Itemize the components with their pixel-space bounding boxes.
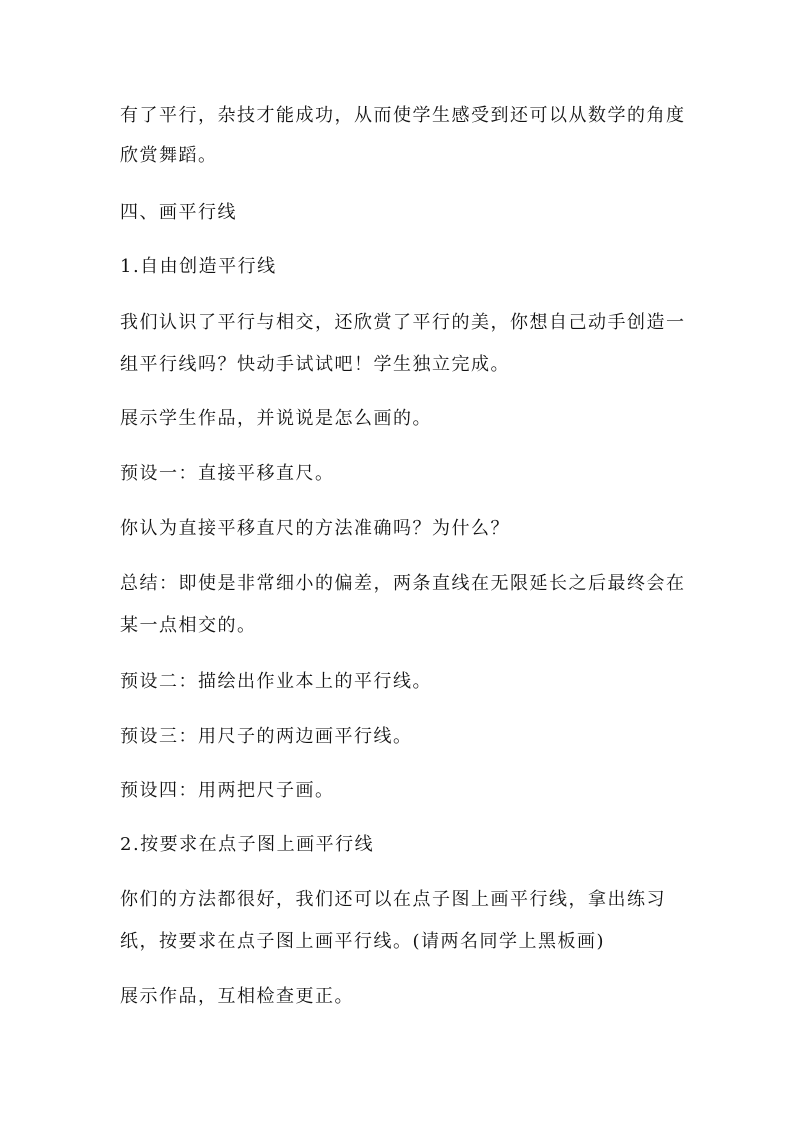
paragraph-line: 你们的方法都很好，我们还可以在点子图上画平行线，拿出练习 xyxy=(120,889,666,910)
paragraph-line: 我们认识了平行与相交，还欣赏了平行的美，你想自己动手创造一 xyxy=(120,312,686,333)
paragraph-line: 纸，按要求在点子图上画平行线。(请两名同学上黑板画) xyxy=(120,931,606,952)
paragraph-line: 预设四：用两把尺子画。 xyxy=(120,780,335,801)
paragraph-line: 预设三：用尺子的两边画平行线。 xyxy=(120,726,413,747)
paragraph-line: 预设二：描绘出作业本上的平行线。 xyxy=(120,671,432,692)
paragraph-line: 有了平行，杂技才能成功，从而使学生感受到还可以从数学的角度 xyxy=(120,105,686,126)
section-heading: 四、画平行线 xyxy=(120,202,237,223)
paragraph-line: 预设一：直接平移直尺。 xyxy=(120,463,335,484)
paragraph-line: 组平行线吗？快动手试试吧！学生独立完成。 xyxy=(120,354,510,375)
paragraph-line: 展示作品，互相检查更正。 xyxy=(120,986,354,1007)
paragraph-line: 展示学生作品，并说说是怎么画的。 xyxy=(120,408,432,429)
paragraph-line: 总结：即使是非常细小的偏差，两条直线在无限延长之后最终会在 xyxy=(120,573,686,594)
subsection-heading: 2.按要求在点子图上画平行线 xyxy=(120,834,375,855)
paragraph-line: 你认为直接平移直尺的方法准确吗？为什么？ xyxy=(120,518,510,539)
paragraph-line: 某一点相交的。 xyxy=(120,615,257,636)
subsection-heading: 1.自由创造平行线 xyxy=(120,256,277,277)
paragraph-line: 欣赏舞蹈。 xyxy=(120,145,218,166)
